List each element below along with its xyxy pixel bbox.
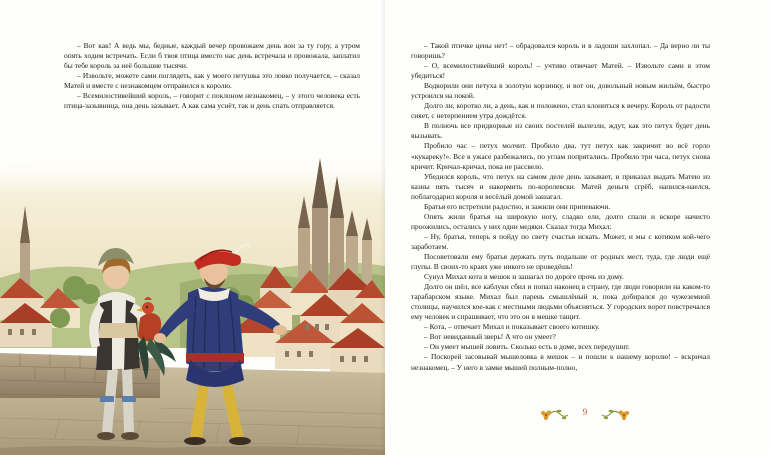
paragraph: Долго ли, коротко ли, а день, как и положено, стал клониться к вечеру. Король от радости сияет, с нетерпением утра дождётся. [411,101,710,121]
page-footer [530,404,640,424]
paragraph: – Такой птичке цены нет! – обрадовался король и в ладоши захлопал. – Да верно ли ты говоришь? [411,41,710,61]
right-page [385,0,770,455]
right-page-text [411,41,710,373]
paragraph: – Вот невиданный зверь! А что он умеет? [424,332,556,342]
paragraph: – Ну, братья, теперь я пойду по свету счастья искать. Может, и мы с котиком кой-чего заработаем. [411,231,710,251]
page-number: 9 [582,407,588,417]
paragraph: – О, всемилостивейший король! – учтиво отвечает Матей. – Извольте сами в этом убедиться! [411,61,710,81]
paragraph: – Вот как! А ведь мы, бедные, каждый вечер провожаем день вон за ту гору, а утром опять ходим встречать. Если б твоя птица вместо нас день встречала и провожала, заплатил бы тебе король за неё большие тысячи. [64,41,360,71]
paragraph: – Кота, – отвечает Михал и показывает своего котишку. [424,322,600,332]
story-illustration [0,148,385,455]
paragraph: Пробило час – петух молчит. Пробило два, тут петух как закричит во всё горло «кукареку!». Все в ужасе разбежались, по углам попрятались. Пробило три часа, петух снова кричит. Кричал-кричал, пока не рассвело. [411,141,710,171]
paragraph: – Всемилостивейший король, – говорит с поклоном незнакомец, – у этого человека есть птица-зазывница, она день зазывает. А как сама уснёт, так и день спать отправляется. [64,91,360,111]
paragraph: Водворили они петуха в золотую корзинку, и вот он, довольный новым жильём, быстро устроился на покой. [411,81,710,101]
right-flower-ornament-icon [602,410,629,420]
paragraph: Опять жили братья на широкую ногу, сладко ели, долго спали и вскоре начисто проожились, остались у них одни медяки. Сказал тогда Михал: [411,211,710,231]
paragraph: Сунул Михал кота в мешок и зашагал по дороге прочь из дому. [424,272,624,282]
left-page-text [64,41,360,111]
paragraph: Братья его встретили радостно, и зажили они припеваючи. [424,201,611,211]
paragraph: Посоветовали ему братья держать путь подальше от родных мест, туда, где люди ещё глупы. В своих-то краях уже никого не проведёшь! [411,251,710,272]
paragraph: – Извольте, можете сами поглядеть, как у моего петушка это ловко получается, – сказал Матей и вместе с незнакомцем отправился к королю. [64,71,360,91]
paragraph: – Поскорей засовывай мышеловка в мешок – и пошли к нашему королю! – вскричал незнакомец. – У него в замке мышей полным-полно, [411,352,710,372]
paragraph: – Он умеет мышей ловить. Сколько есть в доме, всех передушит. [424,342,630,352]
paragraph: В полночь все придворные из своих постелей вылезли, ждут, как это петух будет день вызывать. [411,121,710,141]
paragraph: Убедился король, что петух на самом деле день зазывает, и приказал выдать Матею из казны пять тысяч и накормить по-королевски. Матей деньги сгрёб, напился-наелся, поблагодарил короля и весёлый домой зашагал. [411,171,710,201]
paragraph: Долго он шёл, все каблуки сбил и попал наконец в страну, где люди говорили на каком-то тарабарском языке. Михал был парень смышлёный и, пока добирался до чужеземной столицы, научился кое-как с местными людьми объясняться. У городских ворот повстречался ему человек и спрашивает, что это он в мешке тащит. [411,282,710,322]
left-flower-ornament-icon [541,410,568,420]
